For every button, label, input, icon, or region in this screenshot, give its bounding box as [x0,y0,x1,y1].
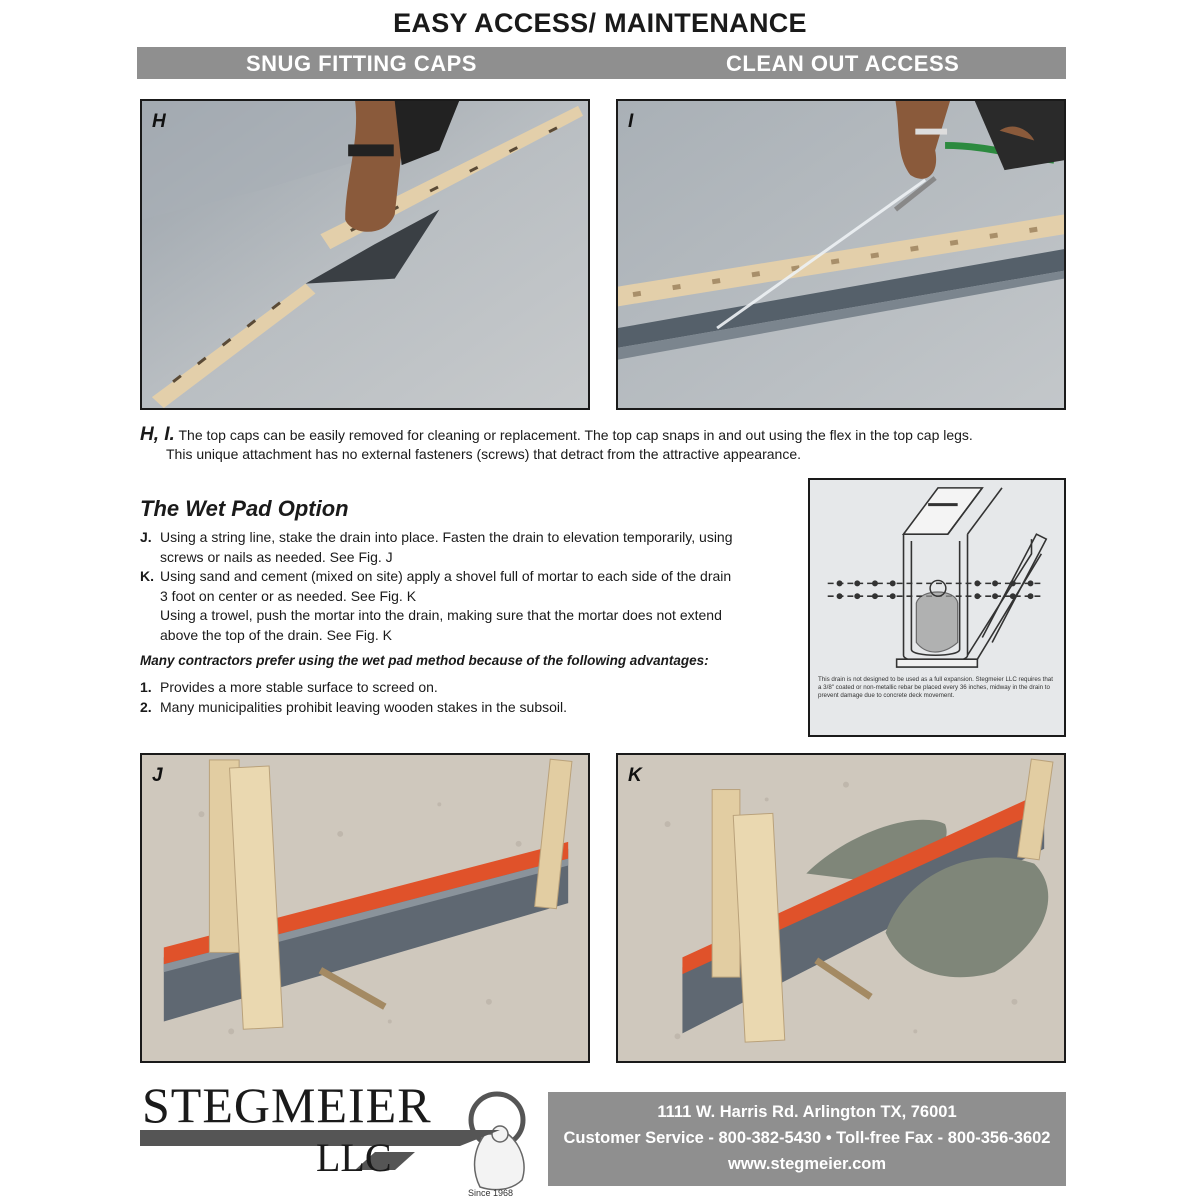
clean-out-access-label: CLEAN OUT ACCESS [726,51,960,76]
contact-footer [548,1092,1066,1186]
step-j [140,528,800,567]
advantages-heading: Many contractors prefer using the wet pad method because of the following advantages: [140,653,709,668]
step-j-number: J. [140,529,152,545]
caption-line-2: This unique attachment has no external fasteners (screws) that detract from the attractive appearance. [166,446,801,462]
figure-j-photo [140,753,590,1063]
hose-cleaning-illustration [618,101,1064,408]
step-k-line-4: above the top of the drain. See Fig. K [160,626,392,643]
cap-removal-illustration [142,101,588,408]
logo-since: Since 1968 [468,1188,514,1198]
advantage-2-number: 2. [140,699,152,715]
step-k-line-2: 3 foot on center or as needed. See Fig. K [160,587,417,604]
step-j-line-1: Using a string line, stake the drain into place. Fasten the drain to elevation temporarily, using [160,529,733,545]
step-k [140,567,800,645]
step-k-line-3: Using a trowel, push the mortar into the drain, making sure that the mortar does not extend [160,607,722,623]
caption-line-1: The top caps can be easily removed for cleaning or replacement. The top cap snaps in and out using the flex in the top cap legs. [178,427,973,443]
snug-fitting-caps-label: SNUG FITTING CAPS [246,51,477,76]
advantage-2 [140,698,800,718]
logo-name: STEGMEIER [142,1077,432,1133]
footer-address: 1111 W. Harris Rd. Arlington TX, 76001 [657,1103,957,1121]
wet-pad-title: The Wet Pad Option [140,496,349,521]
mortar-drain-illustration [618,755,1064,1061]
step-k-line-1: Using sand and cement (mixed on site) apply a shovel full of mortar to each side of the drain [160,568,732,584]
figure-caption [140,425,1060,464]
advantage-1-text: Provides a more stable surface to screed on. [160,679,438,695]
caption-label: H, I. [140,424,175,445]
figure-i-label: I [628,111,634,132]
step-j-line-2: screws or nails as needed. See Fig. J [160,548,393,565]
advantage-1 [140,678,800,698]
stegmeier-logo [140,1072,540,1200]
diagram-note: This drain is not designed to be used as a full expansion. Stegmeier LLC requires that a 3/8" coated or non-metallic rebar be placed every 36 inches, midway in the drain to prevent damage due to concrete deck movement. [818,676,1053,699]
footer-phones: Customer Service - 800-382-5430 • Toll-free Fax - 800-356-3602 [563,1129,1051,1147]
figure-j-label: J [152,765,163,786]
section-header-bar [137,47,1066,79]
drain-cross-section-diagram [808,478,1066,737]
figure-k-label: K [628,765,642,786]
figure-h-label: H [152,111,166,132]
footer-website[interactable]: www.stegmeier.com [727,1155,887,1173]
figure-k-photo [616,753,1066,1063]
logo-llc: LLC [316,1135,392,1180]
page-title: EASY ACCESS/ MAINTENANCE [393,8,807,38]
step-k-number: K. [140,568,154,584]
advantage-2-text: Many municipalities prohibit leaving wooden stakes in the subsoil. [160,699,567,715]
staked-drain-illustration [142,755,588,1061]
figure-h-photo [140,99,590,410]
advantage-1-number: 1. [140,679,152,695]
figure-i-photo [616,99,1066,410]
